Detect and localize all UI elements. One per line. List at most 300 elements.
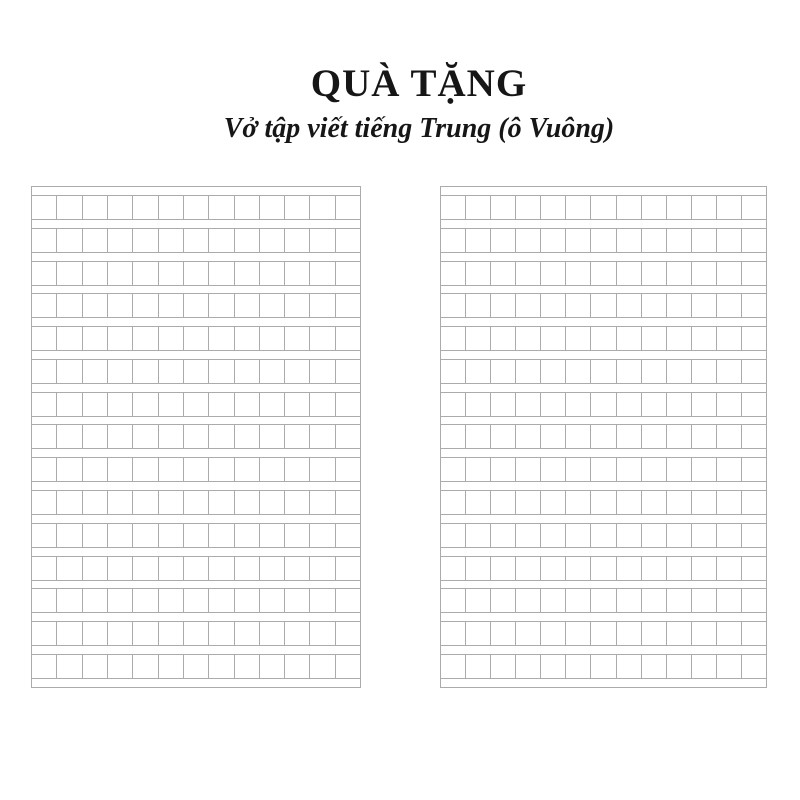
grid-cell [742,360,766,383]
grid-cell [591,655,616,678]
grid-cell [310,393,335,416]
grid-cell [692,393,717,416]
grid-cell [591,425,616,448]
grid-cell [184,655,209,678]
grid-cell [516,360,541,383]
grid-cell [133,425,158,448]
grid-cell [209,524,234,547]
grid-cell [667,458,692,481]
grid-cell [717,393,742,416]
grid-cell [235,425,260,448]
grid-cell [692,491,717,514]
grid-cell [159,262,184,285]
grid-cell [285,524,310,547]
grid-row [32,228,360,253]
grid-cell [491,557,516,580]
grid-cell [159,622,184,645]
grid-cell [108,655,133,678]
grid-cell [310,622,335,645]
grid-cell [516,524,541,547]
grid-cell [57,393,82,416]
grid-cell [336,262,360,285]
grid-cell [566,524,591,547]
grid-cell [566,393,591,416]
grid-cell [235,360,260,383]
grid-cell [336,557,360,580]
grid-cell [310,425,335,448]
grid-cell [235,229,260,252]
grid-cell [209,589,234,612]
grid-cell [642,294,667,317]
grid-cell [516,229,541,252]
grid-cell [108,294,133,317]
grid-cell [642,589,667,612]
grid-cell [83,557,108,580]
grid-cell [235,196,260,219]
grid-cell [591,229,616,252]
grid-cell [57,294,82,317]
grid-cell [184,524,209,547]
grid-cell [260,262,285,285]
grid-cell [310,655,335,678]
grid-cell [235,294,260,317]
grid-row [441,556,766,581]
grid-cell [159,327,184,350]
grid-cell [466,229,491,252]
grid-row [441,261,766,286]
grid-cell [83,229,108,252]
grid-cell [32,557,57,580]
grid-cell [32,589,57,612]
grid-cell [184,557,209,580]
grid-cell [717,655,742,678]
grid-cell [667,589,692,612]
grid-cell [83,458,108,481]
grid-cell [667,327,692,350]
grid-cell [541,622,566,645]
grid-cell [692,425,717,448]
grid-row [32,556,360,581]
grid-cell [209,458,234,481]
grid-cell [260,393,285,416]
grid-cell [235,262,260,285]
grid-cell [491,655,516,678]
grid-cell [209,262,234,285]
grid-cell [466,294,491,317]
grid-cell [491,425,516,448]
grid-cell [566,327,591,350]
grid-cell [742,229,766,252]
grid-cell [285,262,310,285]
grid-row [32,424,360,449]
grid-cell [108,360,133,383]
grid-cell [566,294,591,317]
grid-cell [441,425,466,448]
grid-cell [667,393,692,416]
grid-cell [717,458,742,481]
grid-cell [491,294,516,317]
grid-cell [566,655,591,678]
grid-cell [260,622,285,645]
grid-cell [667,229,692,252]
grid-cell [692,557,717,580]
grid-cell [717,327,742,350]
grid-cell [591,360,616,383]
grid-cell [717,622,742,645]
grid-cell [717,294,742,317]
grid-cell [692,524,717,547]
grid-cell [133,393,158,416]
grid-cell [566,491,591,514]
grid-cell [108,393,133,416]
grid-cell [108,524,133,547]
grid-cell [83,622,108,645]
grid-row [32,261,360,286]
grid-cell [516,557,541,580]
grid-row [32,490,360,515]
grid-cell [83,524,108,547]
grid-cell [310,557,335,580]
grid-cell [159,360,184,383]
grid-cell [310,294,335,317]
grid-cell [83,360,108,383]
grid-cell [516,622,541,645]
grid-cell [260,491,285,514]
grid-cell [57,655,82,678]
grid-row [441,392,766,417]
grid-cell [667,262,692,285]
grid-cell [133,458,158,481]
grid-cell [310,262,335,285]
grid-cell [541,196,566,219]
grid-row [32,654,360,679]
grid-row [441,424,766,449]
grid-cell [742,491,766,514]
grid-cell [642,393,667,416]
grid-cell [83,327,108,350]
grid-cell [516,294,541,317]
grid-cell [57,229,82,252]
grid-cell [742,262,766,285]
grid-cell [617,524,642,547]
grid-row [441,228,766,253]
grid-cell [209,393,234,416]
grid-cell [742,524,766,547]
grid-cell [617,557,642,580]
grid-cell [642,229,667,252]
grid-cell [541,360,566,383]
grid-cell [285,393,310,416]
grid-cell [285,327,310,350]
grid-cell [310,360,335,383]
grid-cell [57,524,82,547]
grid-cell [32,425,57,448]
grid-cell [108,622,133,645]
grid-cell [260,360,285,383]
grid-cell [83,655,108,678]
grid-cell [541,229,566,252]
grid-row [441,195,766,220]
grid-cell [742,655,766,678]
grid-cell [617,393,642,416]
grid-cell [591,557,616,580]
grid-cell [591,393,616,416]
grid-cell [466,262,491,285]
grid-cell [566,589,591,612]
grid-cell [159,229,184,252]
grid-cell [184,229,209,252]
grid-cell [642,458,667,481]
grid-cell [717,196,742,219]
page-subtitle: Vở tập viết tiếng Trung (ô Vuông) [223,113,615,144]
grid-cell [441,557,466,580]
grid-cell [32,622,57,645]
grid-cell [491,524,516,547]
grid-cell [566,196,591,219]
grid-cell [184,262,209,285]
grid-cell [336,491,360,514]
grid-cell [541,557,566,580]
grid-cell [159,491,184,514]
grid-cell [310,229,335,252]
grid-cell [466,557,491,580]
grid-cell [642,425,667,448]
grid-cell [441,524,466,547]
page-title: QUÀ TẶNG [310,62,528,105]
grid-cell [642,655,667,678]
grid-cell [260,327,285,350]
grid-cell [491,622,516,645]
grid-cell [591,622,616,645]
grid-cell [184,622,209,645]
grid-cell [159,294,184,317]
grid-cell [285,360,310,383]
grid-cell [57,557,82,580]
grid-cell [184,589,209,612]
grid-cell [466,524,491,547]
grid-cell [591,491,616,514]
grid-cell [466,622,491,645]
grid-cell [83,589,108,612]
grid-cell [83,393,108,416]
grid-cell [209,360,234,383]
grid-cell [541,491,566,514]
grid-cell [491,589,516,612]
grid-cell [336,425,360,448]
grid-cell [566,229,591,252]
grid-cell [159,557,184,580]
grid-cell [516,589,541,612]
grid-cell [667,491,692,514]
grid-cell [336,655,360,678]
grid-cell [591,589,616,612]
grid-cell [692,327,717,350]
grid-cell [32,262,57,285]
grid-cell [591,196,616,219]
grid-cell [184,360,209,383]
grid-cell [692,294,717,317]
grid-cell [541,425,566,448]
grid-cell [184,425,209,448]
grid-cell [742,327,766,350]
grid-cell [441,262,466,285]
grid-cell [541,458,566,481]
grid-cell [235,589,260,612]
grid-cell [260,589,285,612]
grid-cell [133,655,158,678]
grid-cell [642,524,667,547]
grid-cell [133,622,158,645]
grid-cell [591,524,616,547]
grid-cell [83,425,108,448]
grid-cell [336,327,360,350]
grid-cell [310,327,335,350]
grid-cell [617,294,642,317]
grid-row [32,588,360,613]
grid-cell [209,557,234,580]
grid-cell [310,524,335,547]
grid-cell [209,196,234,219]
grid-cell [336,622,360,645]
grid-cell [541,393,566,416]
grid-row [32,326,360,351]
grid-cell [642,622,667,645]
grid-cell [441,655,466,678]
grid-cell [617,622,642,645]
grid-cell [642,360,667,383]
grid-cell [83,491,108,514]
grid-cell [310,458,335,481]
grid-cell [159,524,184,547]
grid-cell [336,360,360,383]
grid-cell [235,622,260,645]
grid-cell [441,196,466,219]
grid-cell [32,393,57,416]
grid-cell [742,425,766,448]
grid-cell [133,360,158,383]
grid-cell [541,589,566,612]
grid-cell [717,360,742,383]
grid-cell [642,262,667,285]
grid-cell [260,458,285,481]
grid-cell [184,327,209,350]
grid-cell [159,425,184,448]
grid-cell [692,262,717,285]
grid-cell [235,655,260,678]
grid-cell [159,393,184,416]
grid-cell [717,557,742,580]
grid-cell [133,196,158,219]
grid-cell [441,458,466,481]
grid-cell [32,327,57,350]
grid-cell [617,458,642,481]
grid-cell [32,524,57,547]
grid-cell [336,524,360,547]
grid-cell [617,491,642,514]
grid-cell [133,229,158,252]
grid-cell [209,327,234,350]
grid-cell [209,491,234,514]
grid-cell [260,294,285,317]
grid-cell [617,229,642,252]
grid-cell [642,557,667,580]
grid-cell [32,196,57,219]
grid-cell [235,557,260,580]
grid-cell [742,589,766,612]
grid-cell [285,294,310,317]
grid-cell [336,393,360,416]
grid-cell [642,327,667,350]
grid-cell [617,262,642,285]
grid-cell [591,327,616,350]
grid-cell [184,196,209,219]
grid-cell [617,425,642,448]
grid-cell [692,622,717,645]
grid-cell [184,458,209,481]
grid-cell [108,458,133,481]
grid-cell [441,393,466,416]
grid-cell [32,491,57,514]
grid-cell [516,393,541,416]
grid-row [441,490,766,515]
grid-cell [667,360,692,383]
grid-cell [285,589,310,612]
grid-cell [466,655,491,678]
grid-cell [336,294,360,317]
grid-cell [285,196,310,219]
grid-sheet-right [440,186,767,688]
grid-cell [466,425,491,448]
grid-cell [491,229,516,252]
grid-cell [466,491,491,514]
grid-cell [260,655,285,678]
grid-cell [491,327,516,350]
grid-cell [57,622,82,645]
grid-cell [441,294,466,317]
grid-cell [466,360,491,383]
grid-cell [133,491,158,514]
grid-cell [133,262,158,285]
grid-cell [667,294,692,317]
grid-cell [285,622,310,645]
grid-cell [717,491,742,514]
grid-cell [108,262,133,285]
grid-cell [57,491,82,514]
grid-cell [57,196,82,219]
grid-cell [441,589,466,612]
grid-cell [441,360,466,383]
grid-cell [441,491,466,514]
grid-cell [32,294,57,317]
grid-cell [260,196,285,219]
grid-cell [466,458,491,481]
grid-row [441,326,766,351]
grid-cell [466,196,491,219]
grid-cell [209,622,234,645]
grid-cell [742,458,766,481]
grid-cell [667,196,692,219]
grid-cell [566,425,591,448]
grid-cell [566,557,591,580]
grid-cell [742,557,766,580]
grid-cell [692,229,717,252]
grid-cell [692,655,717,678]
grid-cell [108,327,133,350]
grid-row [441,293,766,318]
grid-cell [617,327,642,350]
grid-row [32,293,360,318]
grid-cell [285,458,310,481]
